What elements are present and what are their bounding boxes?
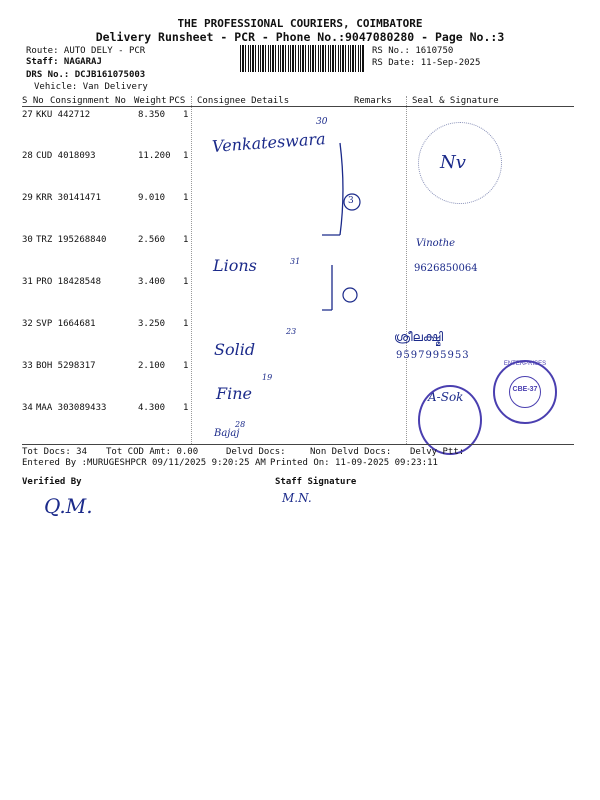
non-delivered-docs: Non Delvd Docs: <box>310 447 392 457</box>
handwritten-phone: 9597995953 <box>396 350 470 361</box>
drs-number: DRS No.: DCJB161075003 <box>26 70 146 80</box>
row-consignment: KKU 442712 <box>36 110 91 120</box>
staff-signature-label: Staff Signature <box>275 477 357 487</box>
runsheet-subtitle: Delivery Runsheet - PCR - Phone No.:9047080280 - Page No.:3 <box>95 30 505 44</box>
row-sno: 27 <box>22 110 33 120</box>
col-sno: S No <box>22 96 44 106</box>
company-title: THE PROFESSIONAL COURIERS, COIMBATORE <box>177 17 423 30</box>
row-consignment: KRR 30141471 <box>36 193 102 203</box>
row-consignment: CUD 4018093 <box>36 151 96 161</box>
handwritten-bajaj: Bajaj <box>214 428 240 439</box>
handwritten-number: 19 <box>262 373 273 382</box>
delivery-ptt: Delvy Ptt: <box>410 447 465 457</box>
total-docs: Tot Docs: 34 <box>22 447 88 457</box>
col-remarks: Remarks <box>354 96 392 106</box>
enterprises-seal <box>493 360 557 424</box>
handwritten-venkateswara: Venkateswara <box>211 129 327 156</box>
col-weight: Weight <box>134 96 167 106</box>
consignee-divider <box>191 96 192 444</box>
row-consignment: PRO 18428548 <box>36 277 102 287</box>
seal-center-text: CBE-37 <box>512 386 538 393</box>
staff-label: Staff: NAGARAJ <box>26 57 102 67</box>
total-cod: Tot COD Amt: 0.00 <box>106 447 199 457</box>
handwritten-number: 28 <box>235 420 246 429</box>
rs-date: RS Date: 11-Sep-2025 <box>372 58 481 68</box>
row-weight: 9.010 <box>138 193 166 203</box>
row-weight: 11.200 <box>138 151 171 161</box>
row-sno: 32 <box>22 319 33 329</box>
row-pcs: 1 <box>183 361 189 371</box>
delivered-docs: Delvd Docs: <box>226 447 286 457</box>
row-consignment: MAA 303089433 <box>36 403 107 413</box>
handwritten-number: 30 <box>316 117 328 127</box>
handwritten-brackets <box>320 135 370 315</box>
handwritten-solid: Solid <box>214 340 256 359</box>
handwritten-malayalam-name: ശ്രീലക്ഷ്മി <box>394 330 444 344</box>
handwritten-phone: 9626850064 <box>414 263 478 274</box>
seal-ring-text: ENTERPRISES <box>503 361 547 367</box>
handwritten-lions: Lions <box>213 256 257 275</box>
footer-divider <box>22 444 574 445</box>
row-pcs: 1 <box>183 110 189 120</box>
header-divider <box>22 106 574 107</box>
row-consignment: SVP 1664681 <box>36 319 96 329</box>
entered-by: Entered By :MURUGESHPCR 09/11/2025 9:20:25 AM <box>22 458 266 468</box>
row-pcs: 1 <box>183 151 189 161</box>
row-weight: 8.350 <box>138 110 166 120</box>
row-weight: 3.400 <box>138 277 166 287</box>
col-consignee: Consignee Details <box>197 96 290 106</box>
row-sno: 30 <box>22 235 33 245</box>
printed-on: Printed On: 11-09-2025 09:23:11 <box>270 458 438 468</box>
col-seal: Seal & Signature <box>412 96 499 106</box>
route-label: Route: AUTO DELY - PCR <box>26 46 146 56</box>
row-pcs: 1 <box>183 403 189 413</box>
handwritten-circled-number: 3 <box>348 196 354 206</box>
seal-divider <box>406 96 407 444</box>
row-sno: 28 <box>22 151 33 161</box>
row-weight: 4.300 <box>138 403 166 413</box>
vehicle-label: Vehicle: Van Delivery <box>34 82 148 92</box>
row-pcs: 1 <box>183 319 189 329</box>
handwritten-name: Vinothe <box>416 238 456 249</box>
verifier-signature: Q.M. <box>44 494 93 518</box>
handwritten-number: 23 <box>286 327 297 336</box>
verified-by-label: Verified By <box>22 477 82 487</box>
row-consignment: BOH 5298317 <box>36 361 96 371</box>
col-pcs: PCS <box>169 96 186 106</box>
row-sno: 29 <box>22 193 33 203</box>
handwritten-number: 31 <box>290 257 301 266</box>
row-sno: 31 <box>22 277 33 287</box>
row-weight: 3.250 <box>138 319 166 329</box>
barcode <box>240 45 364 72</box>
rs-number: RS No.: 1610750 <box>372 46 454 56</box>
signature-row28: Nv <box>440 152 466 173</box>
row-weight: 2.100 <box>138 361 166 371</box>
row-sno: 33 <box>22 361 33 371</box>
signature-row33: A-Sok <box>428 390 464 404</box>
staff-signature: M.N. <box>282 491 312 505</box>
handwritten-fine: Fine <box>216 384 252 403</box>
row-pcs: 1 <box>183 193 189 203</box>
row-pcs: 1 <box>183 277 189 287</box>
row-sno: 34 <box>22 403 33 413</box>
col-consignment: Consignment No <box>50 96 126 106</box>
row-consignment: TRZ 195268840 <box>36 235 107 245</box>
row-weight: 2.560 <box>138 235 166 245</box>
row-pcs: 1 <box>183 235 189 245</box>
